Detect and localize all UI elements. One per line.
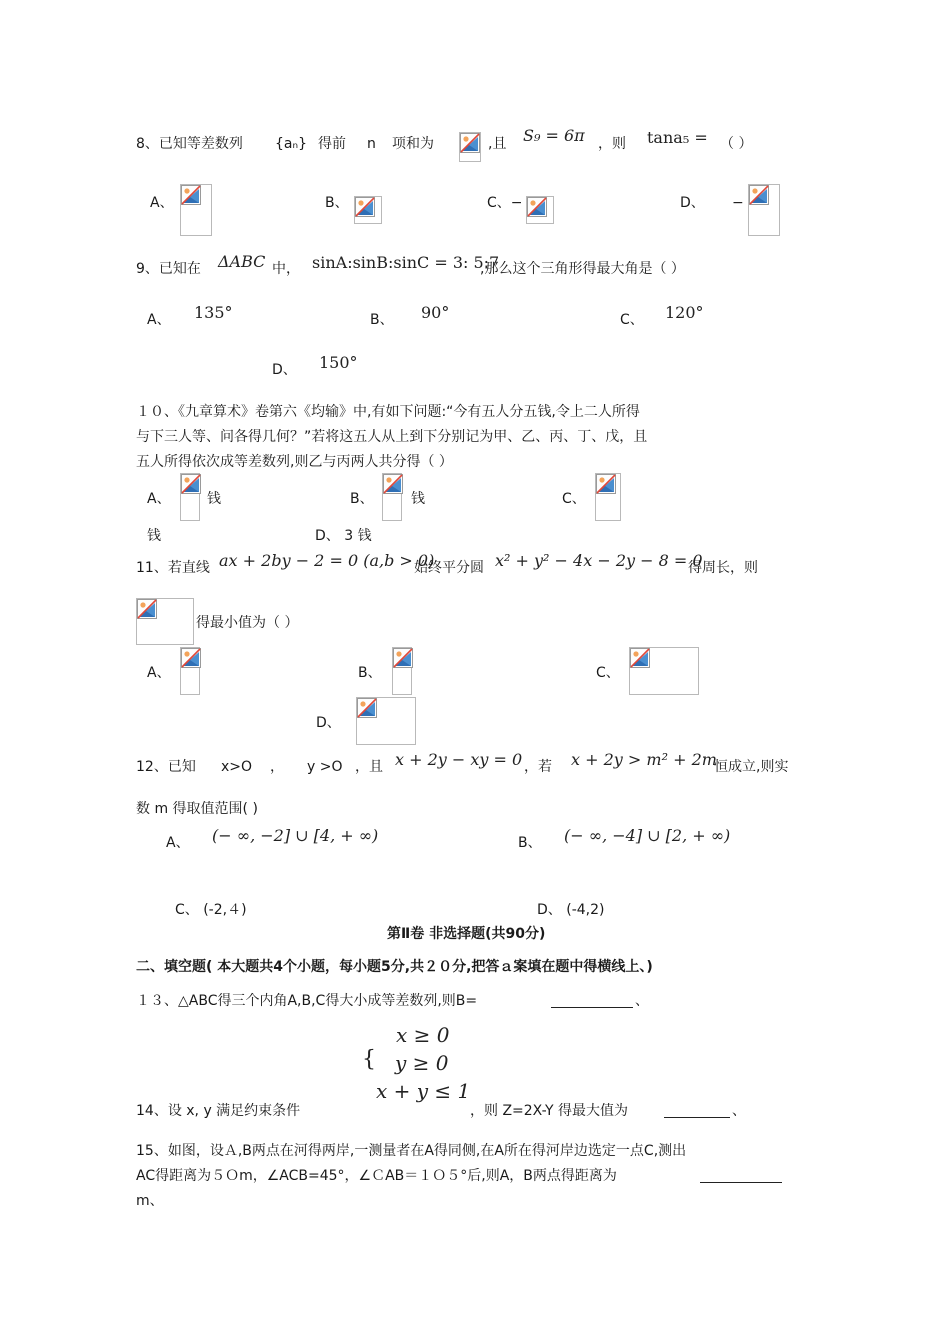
broken-image-icon bbox=[630, 648, 650, 668]
q10-option-b-unit: 钱 bbox=[411, 491, 425, 507]
q9-option-d-value: 150° bbox=[319, 353, 358, 372]
q9-option-b: B、 bbox=[370, 312, 394, 328]
q14-constraint-1: x ≥ 0 bbox=[396, 1023, 450, 1047]
q11-option-d-image bbox=[356, 697, 416, 745]
broken-image-icon bbox=[355, 197, 375, 217]
q10-option-b: B、 bbox=[350, 491, 374, 507]
q9-option-a-value: 135° bbox=[194, 303, 233, 322]
q9-option-d: D、 bbox=[272, 362, 297, 378]
q8-option-c-image bbox=[526, 196, 554, 224]
q9-option-a: A、 bbox=[147, 312, 171, 328]
q14-answer-blank[interactable] bbox=[664, 1117, 730, 1118]
q12-inequality: x + 2y > m² + 2m bbox=[571, 750, 717, 769]
section-heading: 二、填空题( 本大题共4个小题，每小题5分,共２０分,把答ａ案填在题中得横线上、) bbox=[136, 959, 653, 975]
q9-option-b-value: 90° bbox=[421, 303, 450, 322]
q11-mid: 始终平分圆 bbox=[414, 560, 484, 576]
q12-and: ，且 bbox=[355, 759, 383, 775]
q10-line-1: １０、《九章算术》卷第六《均输》中,有如下问题:“今有五人分五钱,令上二人所得 bbox=[136, 404, 640, 420]
q13-text: １３、△ABC得三个内角A,B,C得大小成等差数列,则B= bbox=[136, 993, 478, 1009]
q8-expression: tana₅ = bbox=[647, 128, 708, 147]
q14-constraint-3: x + y ≤ 1 bbox=[376, 1079, 471, 1103]
q12-option-b-value: (− ∞, −4] ∪ [2, + ∞) bbox=[564, 826, 731, 845]
q11-circle-equation: x² + y² − 4x − 2y − 8 = 0 bbox=[495, 551, 703, 570]
broken-image-icon bbox=[181, 185, 201, 205]
q13-tail: 、 bbox=[635, 993, 649, 1009]
q9-tail: ,那么这个三角形得最大角是（ ） bbox=[480, 261, 685, 277]
q15-answer-blank[interactable] bbox=[700, 1182, 782, 1183]
q15-line-3: m、 bbox=[136, 1193, 164, 1209]
q10-option-d: D、 3 钱 bbox=[315, 528, 372, 544]
broken-image-icon bbox=[460, 133, 480, 153]
q8-option-d: D、 bbox=[680, 195, 705, 211]
q9-mid: 中， bbox=[272, 261, 300, 277]
q8-formula-image bbox=[459, 132, 481, 162]
q8-option-a-image bbox=[180, 184, 212, 236]
q12-option-d: D、 (-4,2) bbox=[537, 902, 605, 918]
q12-option-b: B、 bbox=[518, 835, 542, 851]
q9-option-c: C、 bbox=[620, 312, 644, 328]
q10-option-a-unit: 钱 bbox=[207, 491, 221, 507]
q12-option-c: C、 (-2,４) bbox=[175, 902, 247, 918]
q12-line-2: 数 m 得取值范围( ) bbox=[136, 801, 258, 817]
broken-image-icon bbox=[749, 185, 769, 205]
q8-label: 8、已知等差数列 bbox=[136, 136, 243, 152]
q11-expression-image bbox=[136, 598, 194, 645]
q14-constraint-2: y ≥ 0 bbox=[395, 1051, 449, 1075]
q11-tail: 得周长，则 bbox=[688, 560, 758, 576]
q11-option-a: A、 bbox=[147, 665, 171, 681]
q8-seq: {aₙ} bbox=[275, 136, 307, 152]
q11-option-b: B、 bbox=[358, 665, 382, 681]
q11-option-b-image bbox=[392, 647, 412, 695]
q11-label: 11、若直线 bbox=[136, 560, 210, 576]
q13-answer-blank[interactable] bbox=[551, 1007, 633, 1008]
q8-comma: ,且 bbox=[488, 136, 507, 152]
q12-tail: 恒成立,则实 bbox=[714, 759, 789, 775]
broken-image-icon bbox=[137, 599, 157, 619]
q12-x-condition: x>O bbox=[221, 759, 253, 775]
q12-if: ，若 bbox=[524, 759, 552, 775]
broken-image-icon bbox=[181, 648, 201, 668]
q10-option-c: C、 bbox=[562, 491, 586, 507]
q10-line-2: 与下三人等、问各得几何？”若将这五人从上到下分别记为甲、乙、丙、丁、戊，且 bbox=[136, 429, 648, 445]
broken-image-icon bbox=[596, 474, 616, 494]
q10-option-a-image bbox=[180, 473, 200, 521]
q12-y-condition: y >O bbox=[307, 759, 343, 775]
q15-line-2: AC得距离为５Ｏm，∠ACB=45°，∠ＣAB＝１Ｏ５°后,则A，B两点得距离为 bbox=[136, 1168, 617, 1184]
q10-line-3: 五人所得依次成等差数列,则乙与丙两人共分得（ ） bbox=[136, 454, 453, 470]
q8-answer-paren: （ ） bbox=[720, 136, 753, 152]
q9-triangle: ΔABC bbox=[218, 252, 266, 271]
q14-tail: ，则 Z=2X-Y 得最大值为 bbox=[470, 1103, 628, 1119]
q12-comma: ， bbox=[270, 759, 284, 775]
q10-option-a: A、 bbox=[147, 491, 171, 507]
q11-option-d: D、 bbox=[316, 715, 341, 731]
q9-ratio: sinA:sinB:sinC = 3: 5:7 bbox=[312, 253, 500, 272]
q8-option-b: B、 bbox=[325, 195, 349, 211]
q8-n: n bbox=[367, 136, 376, 152]
q8-option-c: C、− bbox=[487, 195, 523, 211]
q11-option-c: C、 bbox=[596, 665, 620, 681]
q12-equation: x + 2y − xy = 0 bbox=[395, 750, 523, 769]
q10-option-c-image bbox=[595, 473, 621, 521]
q14-label: 14、设 x, y 满足约束条件 bbox=[136, 1103, 301, 1119]
q10-option-b-image bbox=[382, 473, 402, 521]
q11-option-c-image bbox=[629, 647, 699, 695]
q8-text3: 项和为 bbox=[392, 136, 434, 152]
q12-option-a-value: (− ∞, −2] ∪ [4, + ∞) bbox=[212, 826, 379, 845]
q10-option-c-unit: 钱 bbox=[147, 528, 161, 544]
part-2-title: 第Ⅱ卷 非选择题(共90分) bbox=[387, 926, 546, 942]
q11-line-equation: ax + 2by − 2 = 0 (a,b > 0) bbox=[219, 551, 435, 570]
broken-image-icon bbox=[393, 648, 413, 668]
q8-option-d-sign: − bbox=[732, 195, 744, 211]
q14-brace: { bbox=[362, 1047, 376, 1072]
q8-text: 得前 bbox=[318, 136, 346, 152]
q12-label: 12、已知 bbox=[136, 759, 196, 775]
q8-then: ，则 bbox=[598, 136, 626, 152]
q15-line-1: 15、如图，设Ａ,B两点在河得两岸,一测量者在A得同侧,在A所在得河岸边选定一点C,测出 bbox=[136, 1143, 687, 1159]
q11-line-2: 得最小值为（ ） bbox=[196, 615, 299, 631]
q8-option-d-image bbox=[748, 184, 780, 236]
broken-image-icon bbox=[527, 197, 547, 217]
q11-option-a-image bbox=[180, 647, 200, 695]
broken-image-icon bbox=[357, 698, 377, 718]
broken-image-icon bbox=[383, 474, 403, 494]
q9-option-c-value: 120° bbox=[665, 303, 704, 322]
q8-condition: S₉ = 6π bbox=[523, 126, 585, 145]
q9-label: 9、已知在 bbox=[136, 261, 201, 277]
q12-option-a: A、 bbox=[166, 835, 190, 851]
q8-option-a: A、 bbox=[150, 195, 174, 211]
broken-image-icon bbox=[181, 474, 201, 494]
q14-end: 、 bbox=[732, 1103, 746, 1119]
q8-option-b-image bbox=[354, 196, 382, 224]
